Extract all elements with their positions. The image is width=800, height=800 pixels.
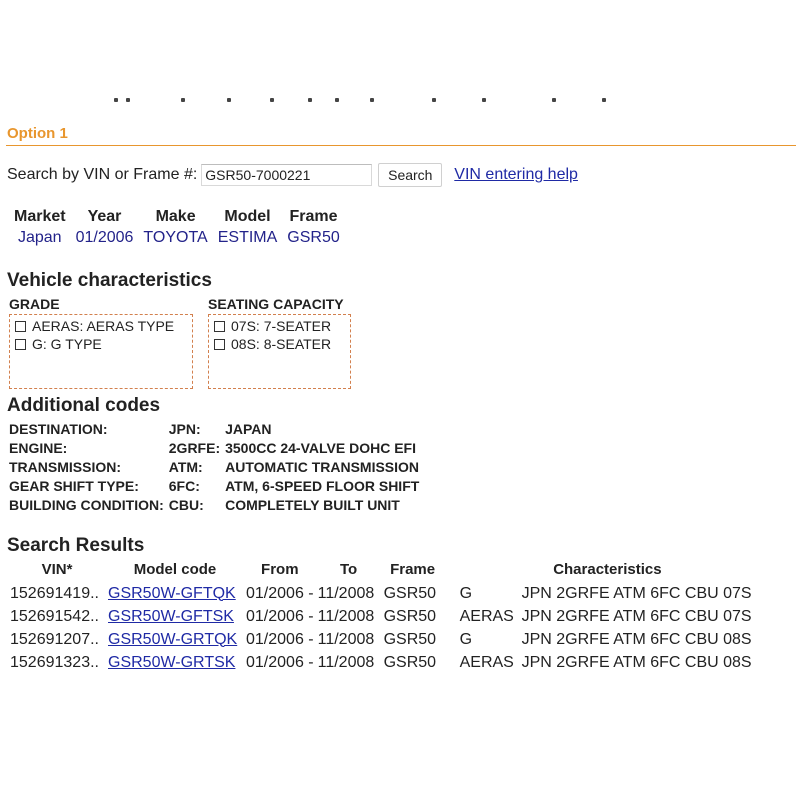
seating-options-box [208,314,351,389]
seating-group [208,296,351,389]
from-cell: 01/2006 - [246,630,314,648]
characteristics-cell: JPN 2GRFE ATM 6FC CBU 08S [521,630,752,648]
vin-help-link[interactable]: VIN entering help [454,166,578,183]
code-row [7,419,422,438]
code-value: CBU: [168,496,204,513]
to-cell: 11/2008 [317,630,375,648]
seating-option-07s[interactable] [211,317,348,335]
to-header: To [340,561,358,578]
table-row [8,582,754,605]
code-label: GEAR SHIFT TYPE: [9,477,139,494]
frame-header: Frame [390,561,436,578]
model-code-link[interactable]: GSR50W-GRTQK [108,630,238,648]
characteristics-cell: JPN 2GRFE ATM 6FC CBU 07S [521,584,752,602]
vin-input[interactable] [201,164,372,186]
grade-cell: AERAS [459,607,514,625]
market-value: Japan [17,229,62,246]
grade-option-label: AERAS: AERAS TYPE [32,318,175,334]
model-header: Model [224,208,271,225]
frame-value: GSR50 [287,229,340,246]
seating-label: SEATING CAPACITY [208,296,344,312]
grade-cell: AERAS [459,653,514,671]
vin-cell: 152691419.. [10,584,99,602]
code-label: TRANSMISSION: [9,458,121,475]
from-header: From [261,561,299,578]
model-value: ESTIMA [217,229,278,246]
frame-header: Frame [289,208,338,225]
from-cell: 01/2006 - [246,607,314,625]
vin-cell: 152691323.. [10,653,99,671]
make-value: TOYOTA [143,229,208,246]
search-results-table [8,559,754,674]
code-row [7,476,422,495]
seating-option-label: 07S: 7-SEATER [231,318,332,334]
code-value: ATM: [168,458,203,475]
vin-cell: 152691542.. [10,607,99,625]
search-results-title: Search Results [7,535,145,556]
frame-cell: GSR50 [383,607,437,625]
year-header: Year [87,208,122,225]
code-value: 2GRFE: [168,439,221,456]
model-code-link[interactable]: GSR50W-GRTSK [108,653,236,671]
code-description: JAPAN [225,420,272,437]
code-description: ATM, 6-SPEED FLOOR SHIFT [225,477,420,494]
to-cell: 11/2008 [317,653,375,671]
checkbox[interactable] [15,321,26,332]
year-value: 01/2006 [75,229,134,246]
code-description: AUTOMATIC TRANSMISSION [225,458,420,475]
market-header: Market [14,208,66,225]
grade-cell: G [459,630,473,648]
checkbox[interactable] [15,339,26,350]
frame-cell: GSR50 [383,584,437,602]
vehicle-summary-table [10,206,346,248]
seating-option-08s[interactable] [211,335,348,353]
code-label: ENGINE: [9,439,68,456]
characteristics-cell: JPN 2GRFE ATM 6FC CBU 08S [521,653,752,671]
option-divider [6,145,796,146]
grade-option-g[interactable] [12,335,190,353]
code-row [7,457,422,476]
option-title: Option 1 [7,125,68,142]
grade-label: GRADE [9,296,60,312]
characteristics-header: Characteristics [553,561,662,578]
to-cell: 11/2008 [317,607,375,625]
model-code-link[interactable]: GSR50W-GFTQK [108,584,236,602]
checkbox[interactable] [214,339,225,350]
make-header: Make [155,208,196,225]
vin-cell: 152691207.. [10,630,99,648]
code-description: COMPLETELY BUILT UNIT [225,496,400,513]
checkbox[interactable] [214,321,225,332]
grade-options-box [9,314,193,389]
frame-cell: GSR50 [383,653,437,671]
table-row [8,628,754,651]
grade-option-label: G: G TYPE [32,336,102,352]
grade-group [9,296,193,389]
code-row [7,438,422,457]
code-row [7,495,422,514]
additional-codes-table [7,419,422,514]
code-value: JPN: [168,420,201,437]
frame-cell: GSR50 [383,630,437,648]
table-row [8,605,754,628]
grade-cell: G [459,584,473,602]
model-code-header: Model code [133,561,217,578]
vin-search-form [7,163,578,187]
model-code-link[interactable]: GSR50W-GFTSK [108,607,234,625]
table-row [8,651,754,674]
characteristics-cell: JPN 2GRFE ATM 6FC CBU 07S [521,607,752,625]
code-value: 6FC: [168,477,200,494]
clipped-text-fragment [110,98,630,104]
vehicle-characteristics-title: Vehicle characteristics [7,270,212,291]
grade-option-aeras[interactable] [12,317,190,335]
code-label: DESTINATION: [9,420,108,437]
vin-header: VIN* [41,561,73,578]
code-description: 3500CC 24-VALVE DOHC EFI [225,439,416,456]
search-label: Search by VIN or Frame #: [7,166,198,183]
seating-option-label: 08S: 8-SEATER [231,336,332,352]
from-cell: 01/2006 - [246,584,314,602]
to-cell: 11/2008 [317,584,375,602]
additional-codes-title: Additional codes [7,395,161,416]
code-label: BUILDING CONDITION: [9,496,164,513]
search-button[interactable]: Search [378,163,442,187]
from-cell: 01/2006 - [246,653,314,671]
